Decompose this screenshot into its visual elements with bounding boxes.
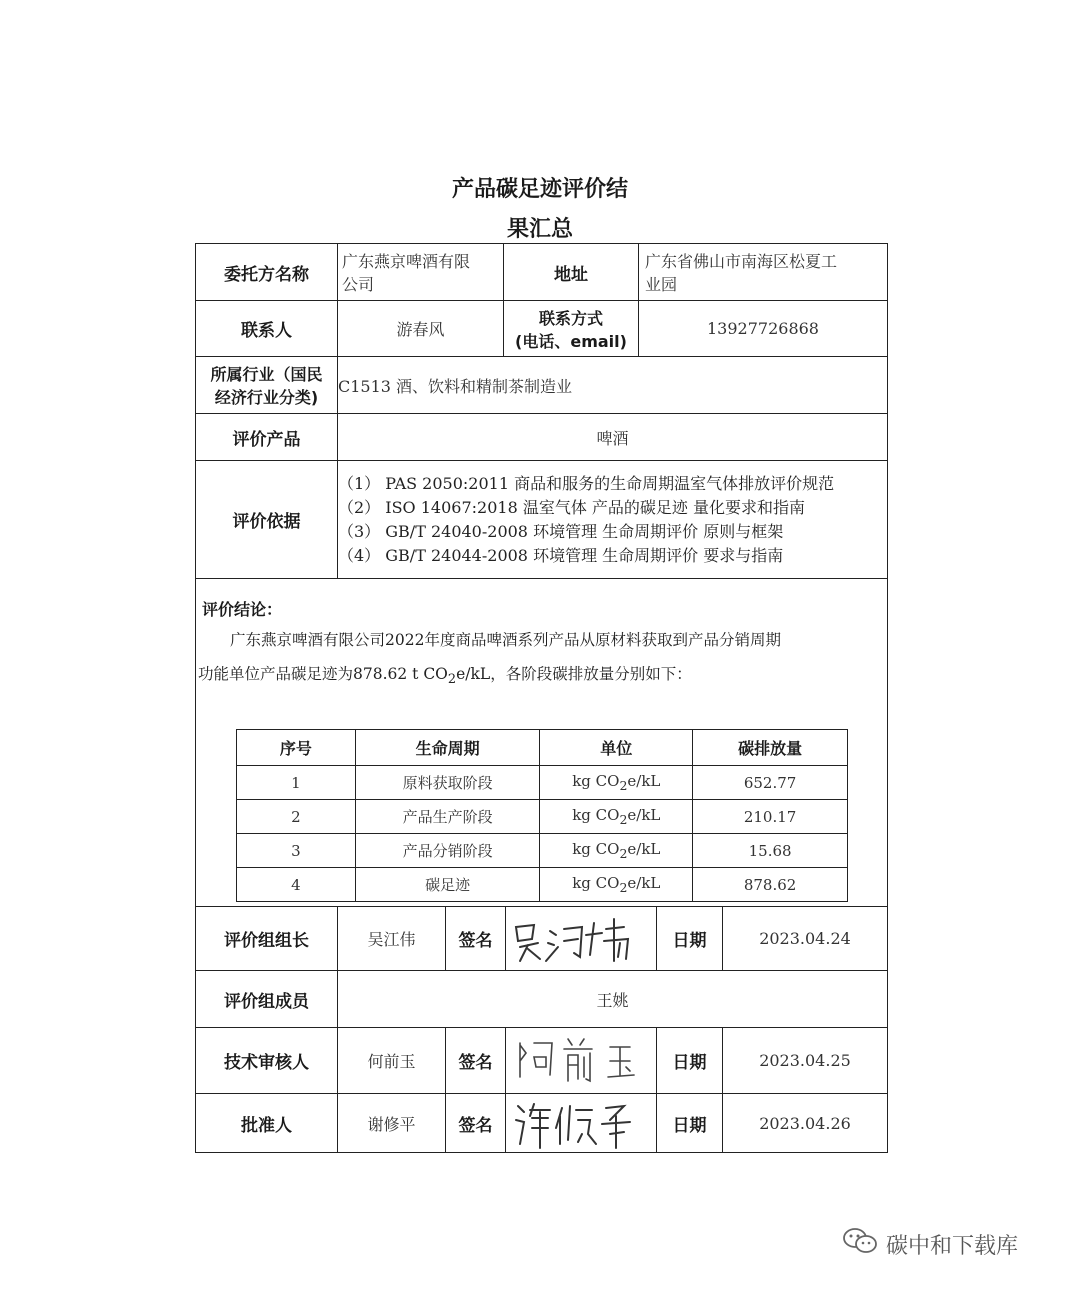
basis-label: 评价依据 — [196, 461, 338, 579]
emission-table-header — [237, 730, 848, 766]
table-row — [237, 834, 848, 868]
watermark-text: 碳中和下载库 — [886, 1233, 1019, 1259]
client-label: 委托方名称 — [196, 244, 338, 301]
row-stage: 原料获取阶段 — [355, 766, 540, 800]
approver-signature — [506, 1094, 657, 1152]
contact-value: 游春风 — [338, 301, 504, 357]
industry-label-line2: 经济行业分类) — [214, 388, 319, 407]
document-title-line2: 果汇总 — [506, 217, 573, 242]
product-value: 啤酒 — [338, 414, 887, 461]
column-header: 单位 — [540, 730, 693, 766]
approver-label: 批准人 — [196, 1094, 338, 1152]
table-row — [237, 868, 848, 902]
address-label: 地址 — [504, 244, 639, 301]
basis-item: （2） ISO 14067:2018 温室气体 产品的碳足迹 量化要求和指南 — [338, 497, 806, 517]
basis-item: （1） PAS 2050:2011 商品和服务的生命周期温室气体排放评价规范 — [338, 473, 835, 493]
summary-table — [195, 243, 888, 1153]
conclusion-line1: 广东燕京啤酒有限公司2022年度商品啤酒系列产品从原材料获取到产品分销周期 — [230, 631, 781, 649]
row-stage: 产品分销阶段 — [355, 834, 540, 868]
reviewer-signature — [506, 1028, 657, 1094]
conclusion-line2-sub: 2 — [447, 672, 457, 688]
reviewer-date: 2023.04.25 — [723, 1028, 887, 1094]
basis-item: （3） GB/T 24040-2008 环境管理 生命周期评价 原则与框架 — [338, 521, 784, 541]
conclusion-line2-post: e/kL，各阶段碳排放量分别如下： — [456, 665, 692, 683]
contact-method-label — [504, 301, 639, 357]
client-value-line2: 公司 — [342, 275, 375, 294]
industry-label — [196, 357, 338, 414]
row-value: 652.77 — [693, 766, 848, 800]
conclusion-line2-pre: 功能单位产品碳足迹为878.62 t CO — [198, 665, 448, 683]
approver-date-label: 日期 — [657, 1094, 723, 1152]
row-stage: 产品生产阶段 — [355, 800, 540, 834]
row-number: 1 — [237, 766, 356, 800]
row-unit: kg $CO_2e/kL$ — [540, 766, 693, 800]
contact-method-label-line1: 联系方式 — [538, 308, 603, 328]
members-value: 王姚 — [338, 971, 887, 1028]
watermark — [842, 1226, 1018, 1262]
reviewer-sign-label: 签名 — [446, 1028, 506, 1094]
row-unit: kg $CO_2e/kL$ — [540, 834, 693, 868]
contact-method-label-line2: (电话、email) — [515, 331, 627, 351]
leader-name: 吴江伟 — [338, 906, 446, 971]
reviewer-date-label: 日期 — [657, 1028, 723, 1094]
leader-label: 评价组组长 — [196, 906, 338, 971]
column-header: 序号 — [237, 730, 356, 766]
client-value — [338, 244, 504, 301]
leader-sign-label: 签名 — [446, 906, 506, 971]
leader-signature — [506, 906, 657, 971]
emission-table — [236, 729, 848, 902]
contact-method-value: 13927726868 — [639, 301, 887, 357]
basis-list — [338, 461, 887, 579]
row-value: 210.17 — [693, 800, 848, 834]
row-number: 4 — [237, 868, 356, 902]
product-label: 评价产品 — [196, 414, 338, 461]
basis-item: （4） GB/T 24044-2008 环境管理 生命周期评价 要求与指南 — [338, 545, 784, 565]
row-value: 878.62 — [693, 868, 848, 902]
row-number: 3 — [237, 834, 356, 868]
approver-sign-label: 签名 — [446, 1094, 506, 1152]
document-title-line1: 产品碳足迹评价结 — [451, 177, 628, 202]
industry-value: C1513 酒、饮料和精制茶制造业 — [338, 357, 887, 414]
row-value: 15.68 — [693, 834, 848, 868]
address-value-line1: 广东省佛山市南海区松夏工 — [645, 252, 838, 271]
approver-name: 谢修平 — [338, 1094, 446, 1152]
members-label: 评价组成员 — [196, 971, 338, 1028]
leader-date-label: 日期 — [657, 906, 723, 971]
row-unit: kg $CO_2e/kL$ — [540, 800, 693, 834]
table-row — [237, 800, 848, 834]
reviewer-label: 技术审核人 — [196, 1028, 338, 1094]
address-value — [639, 244, 887, 301]
conclusion-heading: 评价结论： — [202, 600, 283, 619]
client-value-line1: 广东燕京啤酒有限 — [342, 252, 471, 271]
leader-date: 2023.04.24 — [723, 906, 887, 971]
column-header: 碳排放量 — [693, 730, 848, 766]
reviewer-name: 何前玉 — [338, 1028, 446, 1094]
conclusion-text — [198, 623, 886, 697]
wechat-icon — [842, 1226, 886, 1262]
contact-label: 联系人 — [196, 301, 338, 357]
column-header: 生命周期 — [355, 730, 540, 766]
row-stage: 碳足迹 — [355, 868, 540, 902]
row-unit: kg $CO_2e/kL$ — [540, 868, 693, 902]
address-value-line2: 业园 — [645, 275, 678, 294]
industry-label-line1: 所属行业（国民 — [210, 365, 323, 384]
approver-date: 2023.04.26 — [759, 1113, 851, 1133]
row-number: 2 — [237, 800, 356, 834]
table-row — [237, 766, 848, 800]
